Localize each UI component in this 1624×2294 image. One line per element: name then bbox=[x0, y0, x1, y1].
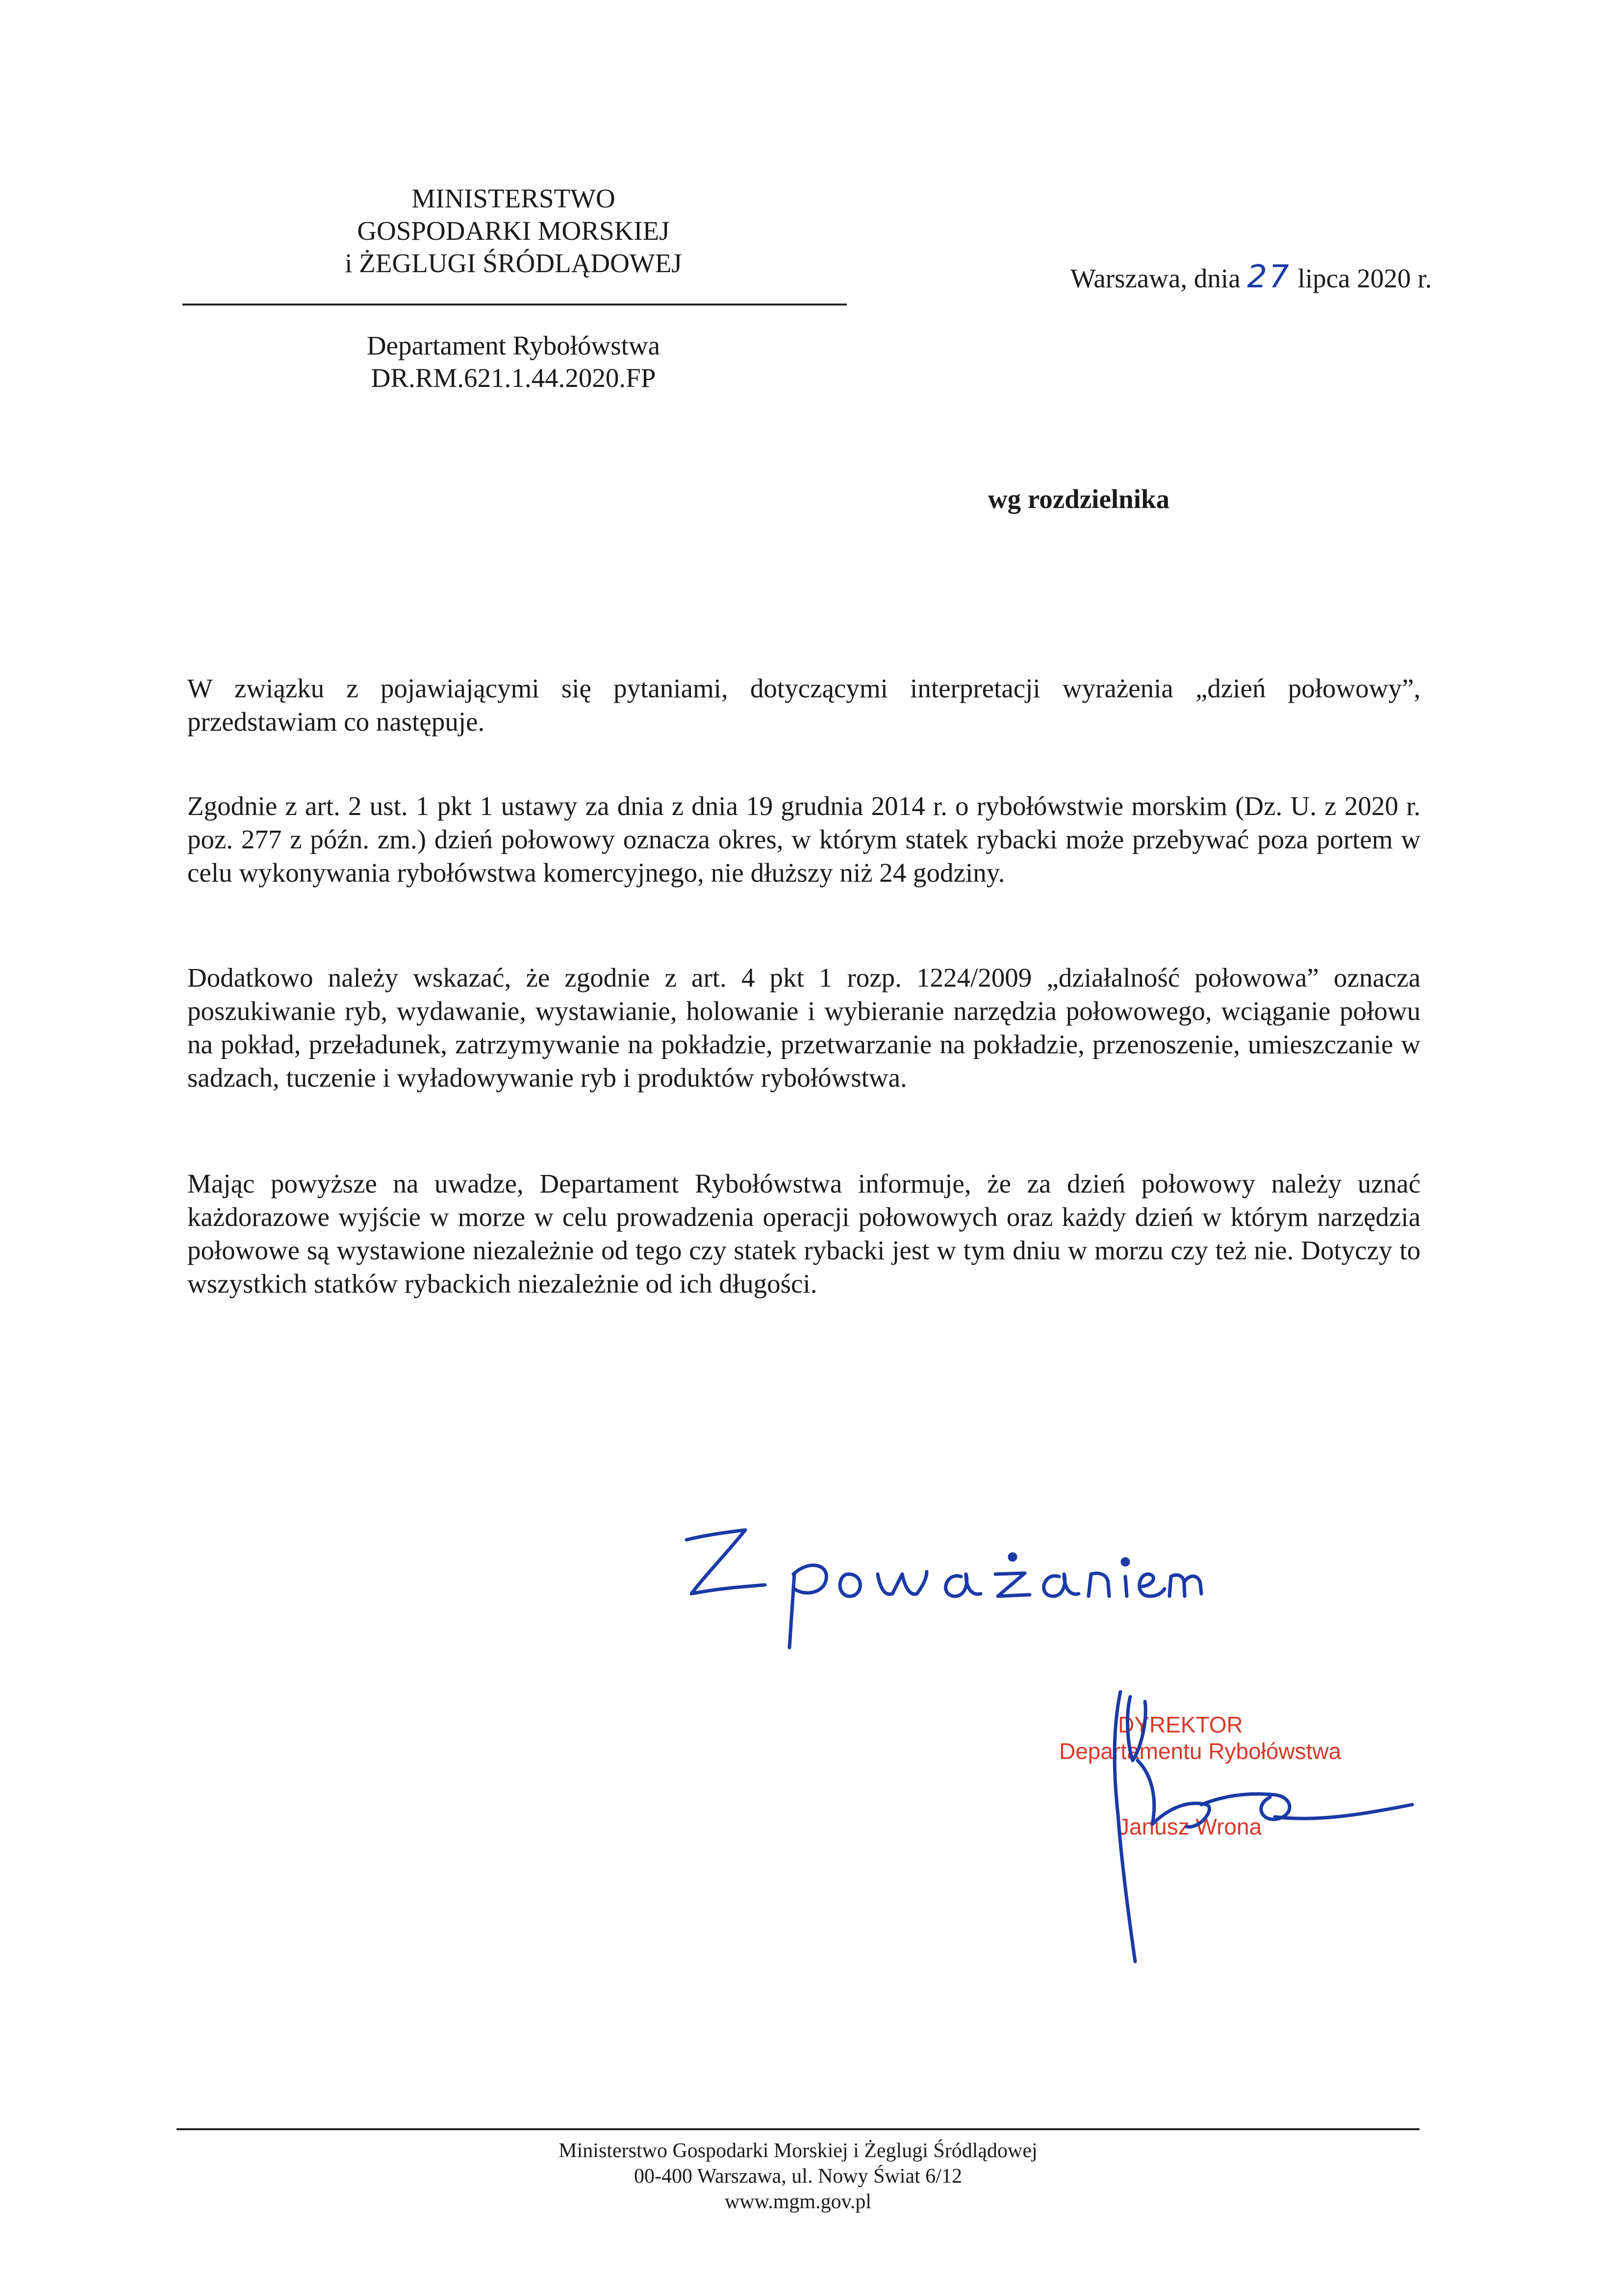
footer-address: 00-400 Warszawa, ul. Nowy Świat 6/12 bbox=[634, 2165, 962, 2188]
stamp-department: Departamentu Rybołówstwa bbox=[1059, 1738, 1342, 1764]
reference-number: DR.RM.621.1.44.2020.FP bbox=[371, 363, 656, 393]
signature-stamp-area bbox=[1040, 1687, 1432, 1981]
date-suffix: lipca 2020 r. bbox=[1297, 263, 1432, 293]
stamp-title: DYREKTOR bbox=[1118, 1712, 1243, 1737]
department-block bbox=[182, 330, 844, 394]
ministry-name-line3: i ŻEGLUGI ŚRÓDLĄDOWEJ bbox=[345, 248, 682, 278]
footer-divider bbox=[177, 2128, 1420, 2130]
ministry-header bbox=[182, 182, 844, 280]
date-day-handwritten: 27 bbox=[1247, 259, 1291, 295]
ministry-name-line1: MINISTERSTWO bbox=[411, 183, 615, 213]
handwritten-signature bbox=[1040, 1687, 1432, 1981]
footer bbox=[177, 2138, 1420, 2215]
footer-website: www.mgm.gov.pl bbox=[724, 2191, 872, 2213]
paragraph-intro: W związku z pojawiającymi się pytaniami, dotyczącymi interpretacji wyrażenia „dzień połowowy”, przedstawiam co następuje. bbox=[187, 673, 1421, 737]
header-divider bbox=[182, 304, 847, 306]
ministry-name-line2: GOSPODARKI MORSKIEJ bbox=[357, 216, 670, 246]
paragraph-definition: Zgodnie z art. 2 ust. 1 pkt 1 ustawy za dnia z dnia 19 grudnia 2014 r. o rybołówstwie morskim (Dz. U. z 2020 r. poz. 277 z późn. zm.) dzień połowowy oznacza okres, w którym statek rybacki może przebywać poza portem w celu wykonywania rybołówstwa komercyjnego, nie dłuższy niż 24 godziny. bbox=[187, 791, 1421, 888]
recipient: wg rozdzielnika bbox=[988, 484, 1170, 514]
paragraph-conclusion: Mając powyższe na uwadze, Departament Rybołówstwa informuje, że za dzień połowowy należy uznać każdorazowe wyjście w morze w celu prowadzenia operacji połowowych oraz każdy dzień w którym narzędzia połowowe są wystawione niezależnie od tego czy statek rybacki jest w tym dniu w morzu czy też nie. Dotyczy to wszystkich statków rybackich niezależnie od ich długości. bbox=[187, 1169, 1421, 1299]
department-name: Departament Rybołówstwa bbox=[366, 331, 660, 360]
closing-handwriting bbox=[672, 1501, 1211, 1657]
paragraph-fishing-activity: Dodatkowo należy wskazać, że zgodnie z art. 4 pkt 1 rozp. 1224/2009 „działalność połowowa” oznacza poszukiwanie ryb, wydawanie, wystawianie, holowanie i wybieranie narzędzia połowowego, wciąganie połowu na pokład, przeładunek, zatrzymywanie na pokładzie, przetwarzanie na pokładzie, przenoszenie, umieszczanie w sadzach, tuczenie i wyładowywanie ryb i produktów rybołówstwa. bbox=[187, 963, 1421, 1093]
date-prefix: Warszawa, dnia bbox=[1070, 263, 1241, 293]
date-line bbox=[1005, 261, 1432, 295]
footer-ministry: Ministerstwo Gospodarki Morskiej i Żeglugi Śródlądowej bbox=[558, 2140, 1038, 2162]
stamp-name: Janusz Wrona bbox=[1118, 1814, 1262, 1839]
